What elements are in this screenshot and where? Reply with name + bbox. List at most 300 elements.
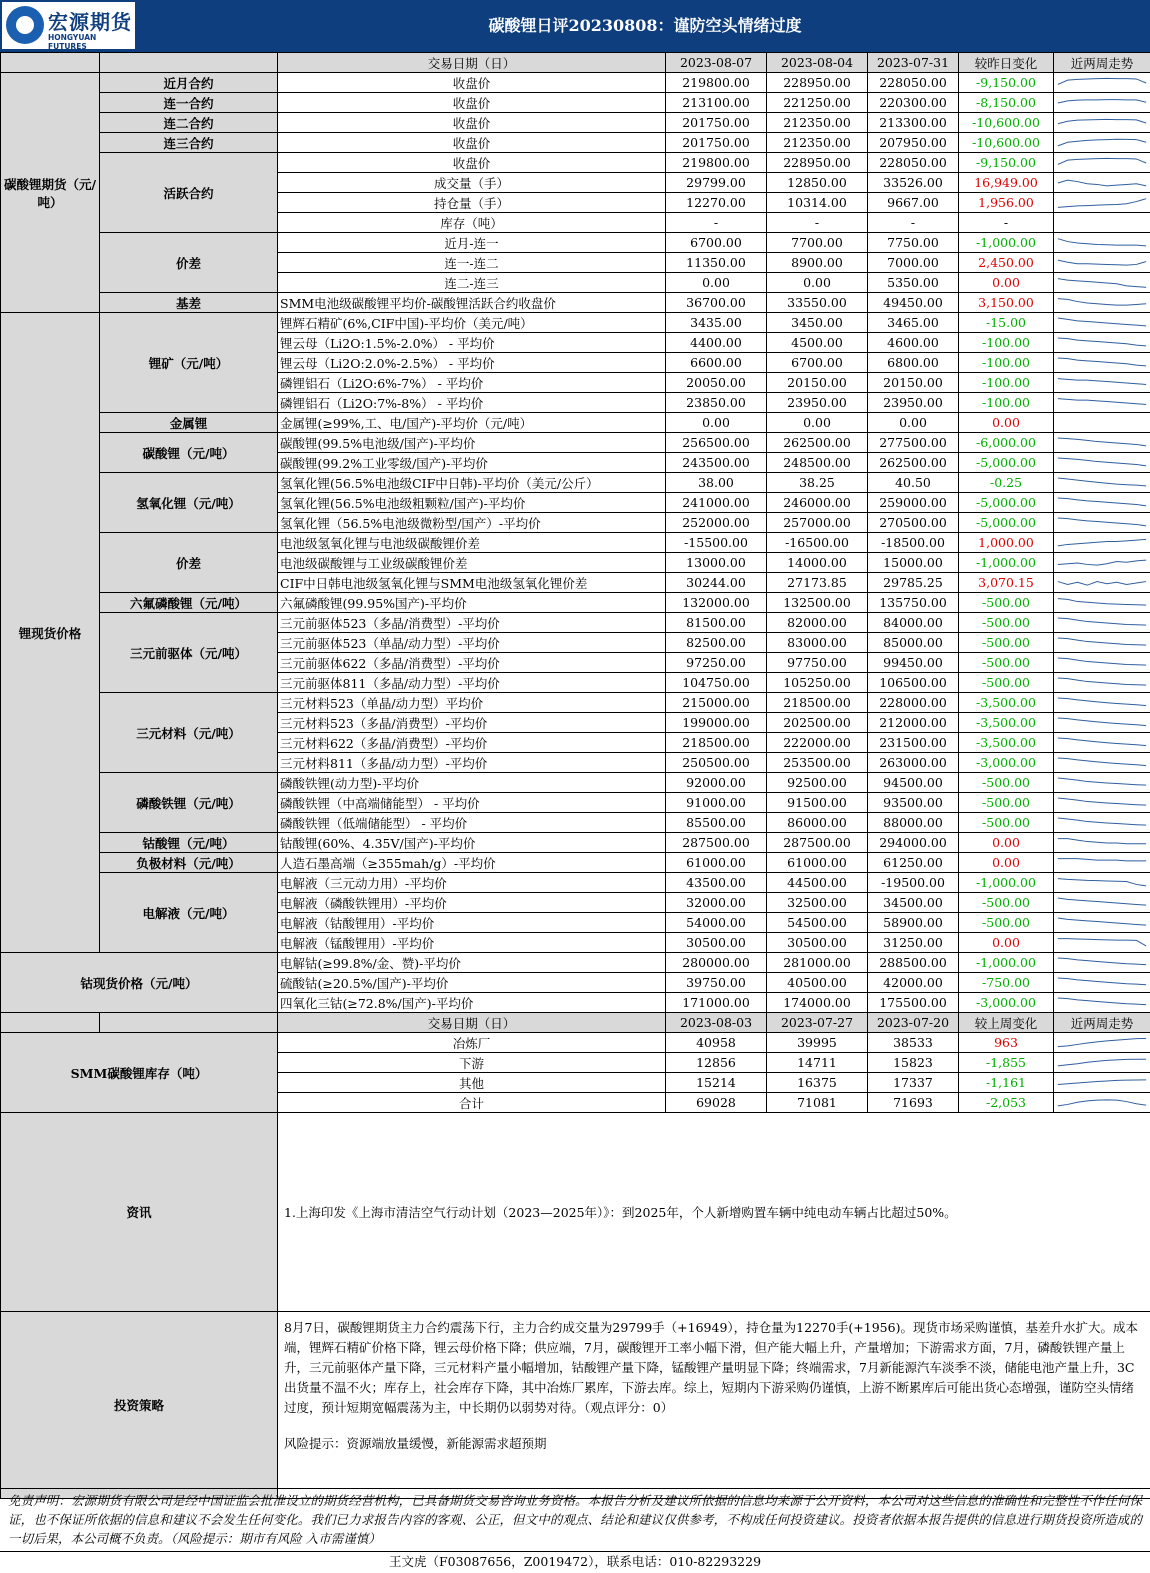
table-row — [1, 93, 1150, 113]
sparkline-chart — [1054, 494, 1150, 512]
inventory-row — [1, 1033, 1150, 1053]
sparkline-chart — [1054, 1054, 1150, 1072]
change-cell: -10,600.00 — [959, 113, 1054, 133]
change-cell: -500.00 — [959, 813, 1054, 833]
sparkline-line — [1058, 977, 1146, 984]
value-cell: 49450.00 — [868, 293, 959, 313]
sparkline-line — [1058, 99, 1146, 102]
sparkline-line — [1058, 1099, 1146, 1105]
change-cell: 2,450.00 — [959, 253, 1054, 273]
change-cell: -0.25 — [959, 473, 1054, 493]
sparkline-line — [1058, 637, 1146, 644]
sparkline-chart — [1054, 234, 1150, 252]
trend-sparkline — [1054, 233, 1150, 253]
subcategory-label: 连三合约 — [100, 133, 278, 153]
value-cell: 219800.00 — [666, 73, 767, 93]
value-cell: 23950.00 — [868, 393, 959, 413]
trend-sparkline — [1054, 833, 1150, 853]
value-cell: 213300.00 — [868, 113, 959, 133]
sparkline-line — [1058, 1038, 1146, 1046]
value-cell: -18500.00 — [868, 533, 959, 553]
change-cell: -750.00 — [959, 973, 1054, 993]
header-trend: 近两周走势 — [1054, 53, 1150, 73]
change-cell: -9,150.00 — [959, 153, 1054, 173]
value-cell: 10314.00 — [767, 193, 868, 213]
trend-sparkline — [1054, 693, 1150, 713]
value-cell: 215000.00 — [666, 693, 767, 713]
value-cell: 212000.00 — [868, 713, 959, 733]
sparkline-line — [1058, 858, 1146, 860]
value-cell: -15500.00 — [666, 533, 767, 553]
subcategory-label: 氢氧化锂（元/吨） — [100, 473, 278, 533]
value-cell: 287500.00 — [767, 833, 868, 853]
value-cell: - — [868, 213, 959, 233]
change-cell: - — [959, 213, 1054, 233]
change-cell: -100.00 — [959, 393, 1054, 413]
trend-sparkline — [1054, 213, 1150, 233]
value-cell: 104750.00 — [666, 673, 767, 693]
sparkline-line — [1058, 198, 1146, 207]
item-name: 六氟磷酸锂(99.95%国产)-平均价 — [278, 593, 666, 613]
change-cell: 1,956.00 — [959, 193, 1054, 213]
sparkline-chart — [1054, 94, 1150, 112]
value-cell: 91500.00 — [767, 793, 868, 813]
trend-sparkline — [1054, 293, 1150, 313]
sparkline-line — [1058, 238, 1146, 245]
value-cell: 40.50 — [868, 473, 959, 493]
item-name: 三元前驱体523（单晶/动力型）-平均价 — [278, 633, 666, 653]
value-cell: 15823 — [868, 1053, 959, 1073]
item-name: 库存（吨） — [278, 213, 666, 233]
value-cell: 86000.00 — [767, 813, 868, 833]
category-news: 资讯 — [1, 1113, 278, 1312]
sparkline-line — [1058, 897, 1146, 904]
value-cell: 30244.00 — [666, 573, 767, 593]
value-cell: 199000.00 — [666, 713, 767, 733]
subcategory-label: 六氟磷酸锂（元/吨） — [100, 593, 278, 613]
value-cell: 171000.00 — [666, 993, 767, 1013]
value-cell: 29799.00 — [666, 173, 767, 193]
table-row — [1, 133, 1150, 153]
sparkline-line — [1058, 139, 1146, 146]
change-cell: -500.00 — [959, 633, 1054, 653]
value-cell: 270500.00 — [868, 513, 959, 533]
change-cell: -6,000.00 — [959, 433, 1054, 453]
table-row — [1, 613, 1150, 633]
report-title: 碳酸锂日评20230808：谨防空头情绪过度 — [140, 0, 1150, 52]
sparkline-chart — [1054, 1074, 1150, 1092]
table-row — [1, 113, 1150, 133]
header-date: 2023-07-20 — [868, 1013, 959, 1033]
report-header — [0, 0, 1150, 52]
value-cell: 58900.00 — [868, 913, 959, 933]
sparkline-line — [1058, 838, 1146, 843]
subcategory-label: 价差 — [100, 233, 278, 293]
trend-sparkline — [1054, 613, 1150, 633]
news-row — [1, 1113, 1150, 1312]
sparkline-line — [1058, 657, 1146, 664]
header-date: 2023-07-31 — [868, 53, 959, 73]
value-cell: 97250.00 — [666, 653, 767, 673]
sparkline-chart — [1054, 934, 1150, 952]
value-cell: 175500.00 — [868, 993, 959, 1013]
item-name: 电池级氢氧化锂与电池级碳酸锂价差 — [278, 533, 666, 553]
value-cell: 248500.00 — [767, 453, 868, 473]
value-cell: 201750.00 — [666, 133, 767, 153]
header-blank — [100, 1013, 278, 1033]
category-futures: 碳酸锂期货（元/吨） — [1, 73, 100, 313]
item-name: 持仓量（手） — [278, 193, 666, 213]
trend-sparkline — [1054, 173, 1150, 193]
value-cell: 31250.00 — [868, 933, 959, 953]
subcategory-label: 活跃合约 — [100, 153, 278, 233]
sparkline-chart — [1054, 834, 1150, 852]
table-row — [1, 433, 1150, 453]
sparkline-line — [1058, 317, 1146, 325]
trend-sparkline — [1054, 913, 1150, 933]
sparkline-line — [1058, 517, 1146, 525]
subcategory-label: 磷酸铁锂（元/吨） — [100, 773, 278, 833]
value-cell: 228050.00 — [868, 73, 959, 93]
value-cell: 0.00 — [666, 273, 767, 293]
value-cell: 6700.00 — [666, 233, 767, 253]
category-cobalt: 钴现货价格（元/吨） — [1, 953, 278, 1013]
header-blank — [1, 1013, 100, 1033]
value-cell: 259000.00 — [868, 493, 959, 513]
change-cell: 963 — [959, 1033, 1054, 1053]
trend-sparkline — [1054, 653, 1150, 673]
trend-sparkline — [1054, 93, 1150, 113]
value-cell: 262500.00 — [868, 453, 959, 473]
sparkline-line — [1058, 757, 1146, 765]
value-cell: 27173.85 — [767, 573, 868, 593]
value-cell: 38533 — [868, 1033, 959, 1053]
value-cell: 43500.00 — [666, 873, 767, 893]
change-cell: -500.00 — [959, 773, 1054, 793]
sparkline-chart — [1054, 74, 1150, 92]
sparkline-line — [1058, 260, 1146, 265]
sparkline-line — [1058, 617, 1146, 624]
item-name: 电解液（钴酸锂用）-平均价 — [278, 913, 666, 933]
sparkline-chart — [1054, 134, 1150, 152]
trend-sparkline — [1054, 273, 1150, 293]
change-cell: -500.00 — [959, 793, 1054, 813]
item-name: 氢氧化锂(56.5%电池级CIF中日韩)-平均价（美元/公斤） — [278, 473, 666, 493]
sparkline-line — [1058, 180, 1146, 186]
value-cell: 33550.00 — [767, 293, 868, 313]
sparkline-chart — [1054, 314, 1150, 332]
sparkline-chart — [1054, 974, 1150, 992]
value-cell: 84000.00 — [868, 613, 959, 633]
value-cell: 228000.00 — [868, 693, 959, 713]
change-cell: -3,000.00 — [959, 993, 1054, 1013]
trend-sparkline — [1054, 773, 1150, 793]
sparkline-chart — [1054, 774, 1150, 792]
strategy-content — [278, 1312, 1150, 1499]
value-cell: 7000.00 — [868, 253, 959, 273]
value-cell: 38.00 — [666, 473, 767, 493]
change-cell: 0.00 — [959, 273, 1054, 293]
value-cell: 13000.00 — [666, 553, 767, 573]
table-row — [1, 293, 1150, 313]
item-name: 金属锂(≥99%,工、电/国产)-平均价（元/吨） — [278, 413, 666, 433]
table-row — [1, 73, 1150, 93]
trend-sparkline — [1054, 333, 1150, 353]
subcategory-label: 负极材料（元/吨） — [100, 853, 278, 873]
subcategory-label: 连二合约 — [100, 113, 278, 133]
value-cell: 61000.00 — [767, 853, 868, 873]
trend-sparkline — [1054, 433, 1150, 453]
table-row — [1, 693, 1150, 713]
sparkline-line — [1058, 581, 1146, 585]
trend-sparkline — [1054, 733, 1150, 753]
value-cell: 92000.00 — [666, 773, 767, 793]
trend-sparkline — [1054, 453, 1150, 473]
trend-sparkline — [1054, 73, 1150, 93]
sparkline-line — [1058, 677, 1146, 684]
item-name: 成交量（手） — [278, 173, 666, 193]
item-name: 三元材料523（单晶/动力型）平均价 — [278, 693, 666, 713]
item-name: 锂云母（Li2O:1.5%-2.0%） - 平均价 — [278, 333, 666, 353]
disclaimer: 免责声明：宏源期货有限公司是经中国证监会批准设立的期货经营机构，已具备期货交易咨询业务资格。本报告分析及建议所依据的信息均来源于公开资料，本公司对这些信息的准确性和完整性不作任何保证，也不保证所依据的信息和建议不会发生任何变化。我们已力求报告内容的客观、公正，但文中的观点、结论和建议仅供参考，不构成任何投资建议。投资者依据本报告提供的信息进行期货投资所造成的一切后果，本公司概不负责。（风险提示：期市有风险 入市需谨慎） — [0, 1488, 1150, 1551]
value-cell: 12856 — [666, 1053, 767, 1073]
item-name: 收盘价 — [278, 133, 666, 153]
trend-sparkline — [1054, 493, 1150, 513]
trend-sparkline — [1054, 673, 1150, 693]
sparkline-chart — [1054, 434, 1150, 452]
table-row — [1, 833, 1150, 853]
header-trend: 近两周走势 — [1054, 1013, 1150, 1033]
value-cell: 262500.00 — [767, 433, 868, 453]
header-date: 2023-08-03 — [666, 1013, 767, 1033]
subcategory-label: 电解液（元/吨） — [100, 873, 278, 953]
sparkline-line — [1058, 357, 1146, 365]
trend-sparkline — [1054, 933, 1150, 953]
change-cell: -1,000.00 — [959, 953, 1054, 973]
sparkline-line — [1058, 78, 1146, 84]
sparkline-line — [1058, 777, 1146, 784]
item-name: 锂云母（Li2O:2.0%-2.5%） - 平均价 — [278, 353, 666, 373]
value-cell: 174000.00 — [767, 993, 868, 1013]
change-cell: -100.00 — [959, 353, 1054, 373]
value-cell: 32000.00 — [666, 893, 767, 913]
item-name: 收盘价 — [278, 113, 666, 133]
sparkline-line — [1058, 378, 1146, 384]
trend-sparkline — [1054, 993, 1150, 1013]
value-cell: 253500.00 — [767, 753, 868, 773]
trend-sparkline — [1054, 153, 1150, 173]
trend-sparkline — [1054, 873, 1150, 893]
change-cell: 0.00 — [959, 833, 1054, 853]
value-cell: 0.00 — [666, 413, 767, 433]
value-cell: 218500.00 — [767, 693, 868, 713]
change-cell: -3,500.00 — [959, 733, 1054, 753]
sparkline-line — [1058, 1059, 1146, 1066]
change-cell: -3,500.00 — [959, 693, 1054, 713]
value-cell: 33526.00 — [868, 173, 959, 193]
sparkline-chart — [1054, 254, 1150, 272]
sparkline-chart — [1054, 114, 1150, 132]
logo-cn-text: 宏源期货 — [48, 6, 132, 35]
item-name: 锂辉石精矿(6%,CIF中国)-平均价（美元/吨） — [278, 313, 666, 333]
item-name: 三元前驱体622（多晶/消费型）-平均价 — [278, 653, 666, 673]
value-cell: 6600.00 — [666, 353, 767, 373]
item-name: 磷酸铁锂（中高端储能型） - 平均价 — [278, 793, 666, 813]
value-cell: 61000.00 — [666, 853, 767, 873]
trend-sparkline — [1054, 473, 1150, 493]
value-cell: 207950.00 — [868, 133, 959, 153]
value-cell: -19500.00 — [868, 873, 959, 893]
value-cell: 257000.00 — [767, 513, 868, 533]
item-name: 硫酸钴(≥20.5%/国产)-平均价 — [278, 973, 666, 993]
trend-sparkline — [1054, 513, 1150, 533]
value-cell: 228950.00 — [767, 153, 868, 173]
sparkline-line — [1058, 477, 1146, 485]
sparkline-chart — [1054, 274, 1150, 292]
trend-sparkline — [1054, 973, 1150, 993]
item-name: 三元前驱体811（多晶/动力型）-平均价 — [278, 673, 666, 693]
item-name: 人造石墨高端（≥355mah/g）-平均价 — [278, 853, 666, 873]
item-name: 碳酸锂(99.2%工业零级/国产)-平均价 — [278, 453, 666, 473]
table-header-row — [1, 53, 1150, 73]
trend-sparkline — [1054, 593, 1150, 613]
header-date: 2023-08-04 — [767, 53, 868, 73]
value-cell: 213100.00 — [666, 93, 767, 113]
sparkline-chart — [1054, 874, 1150, 892]
item-name: 磷锂铝石（Li2O:6%-7%） - 平均价 — [278, 373, 666, 393]
item-name: 电解液（三元动力用）-平均价 — [278, 873, 666, 893]
item-name: 电解液（锰酸锂用）-平均价 — [278, 933, 666, 953]
sparkline-chart — [1054, 854, 1150, 872]
sparkline-line — [1058, 697, 1146, 705]
header-date-label: 交易日期（日） — [278, 53, 666, 73]
sparkline-chart — [1054, 1034, 1150, 1052]
value-cell: 29785.25 — [868, 573, 959, 593]
item-name: 近月-连一 — [278, 233, 666, 253]
value-cell: 61250.00 — [868, 853, 959, 873]
value-cell: 54000.00 — [666, 913, 767, 933]
trend-sparkline — [1054, 1073, 1150, 1093]
value-cell: 202500.00 — [767, 713, 868, 733]
sparkline-line — [1058, 797, 1146, 804]
value-cell: 3435.00 — [666, 313, 767, 333]
value-cell: 15214 — [666, 1073, 767, 1093]
item-name: 磷酸铁锂（低端储能型） - 平均价 — [278, 813, 666, 833]
change-cell: -8,150.00 — [959, 93, 1054, 113]
value-cell: 8900.00 — [767, 253, 868, 273]
value-cell: 82500.00 — [666, 633, 767, 653]
trend-sparkline — [1054, 1033, 1150, 1053]
change-cell: -3,500.00 — [959, 713, 1054, 733]
sparkline-line — [1058, 717, 1146, 725]
value-cell: 228950.00 — [767, 73, 868, 93]
item-name: 收盘价 — [278, 73, 666, 93]
data-table — [0, 52, 1150, 1499]
item-name: 电解钴(≥99.8%/金、赞)-平均价 — [278, 953, 666, 973]
sparkline-line — [1058, 1079, 1146, 1084]
sparkline-chart — [1054, 794, 1150, 812]
item-name: 其他 — [278, 1073, 666, 1093]
value-cell: 106500.00 — [868, 673, 959, 693]
value-cell: 281000.00 — [767, 953, 868, 973]
sparkline-chart — [1054, 634, 1150, 652]
trend-sparkline — [1054, 253, 1150, 273]
value-cell: 0.00 — [868, 413, 959, 433]
item-name: 下游 — [278, 1053, 666, 1073]
analyst-contact: 王文虎（F03087656，Z0019472），联系电话：010-82293229 — [0, 1551, 1150, 1573]
sparkline-chart — [1054, 754, 1150, 772]
table-row — [1, 873, 1150, 893]
value-cell: 15000.00 — [868, 553, 959, 573]
value-cell: 241000.00 — [666, 493, 767, 513]
change-cell: -500.00 — [959, 893, 1054, 913]
news-content: 1.上海印发《上海市清洁空气行动计划（2023—2025年）》：到2025年，个人新增购置车辆中纯电动车辆占比超过50%。 — [278, 1113, 1150, 1312]
subcategory-label: 近月合约 — [100, 73, 278, 93]
sparkline-chart — [1054, 814, 1150, 832]
header-date: 2023-07-27 — [767, 1013, 868, 1033]
value-cell: 81500.00 — [666, 613, 767, 633]
value-cell: 54500.00 — [767, 913, 868, 933]
sparkline-line — [1058, 598, 1146, 604]
sparkline-line — [1058, 398, 1146, 404]
value-cell: 6700.00 — [767, 353, 868, 373]
sparkline-chart — [1054, 514, 1150, 532]
value-cell: 20150.00 — [868, 373, 959, 393]
logo-en-text: HONGYUAN FUTURES — [48, 33, 135, 51]
value-cell: 82000.00 — [767, 613, 868, 633]
sparkline-line — [1058, 298, 1146, 304]
value-cell: 17337 — [868, 1073, 959, 1093]
value-cell: 0.00 — [767, 413, 868, 433]
value-cell: 20050.00 — [666, 373, 767, 393]
item-name: 电池级碳酸锂与工业级碳酸锂价差 — [278, 553, 666, 573]
item-name: 氢氧化锂（56.5%电池级微粉型/国产）-平均价 — [278, 513, 666, 533]
sparkline-line — [1058, 938, 1146, 945]
value-cell: 7750.00 — [868, 233, 959, 253]
item-name: 碳酸锂(99.5%电池级/国产)-平均价 — [278, 433, 666, 453]
value-cell: 280000.00 — [666, 953, 767, 973]
table-row — [1, 153, 1150, 173]
change-cell: -2,053 — [959, 1093, 1054, 1113]
change-cell: -500.00 — [959, 913, 1054, 933]
value-cell: 212350.00 — [767, 113, 868, 133]
trend-sparkline — [1054, 633, 1150, 653]
item-name: 收盘价 — [278, 93, 666, 113]
value-cell: 5350.00 — [868, 273, 959, 293]
value-cell: 14711 — [767, 1053, 868, 1073]
sparkline-line — [1058, 560, 1146, 565]
sparkline-line — [1058, 957, 1146, 964]
subcategory-label: 连一合约 — [100, 93, 278, 113]
sparkline-line — [1058, 337, 1146, 345]
category-strategy: 投资策略 — [1, 1312, 278, 1499]
change-cell: -15.00 — [959, 313, 1054, 333]
value-cell: 32500.00 — [767, 893, 868, 913]
value-cell: 243500.00 — [666, 453, 767, 473]
header-date: 2023-08-07 — [666, 53, 767, 73]
value-cell: 256500.00 — [666, 433, 767, 453]
trend-sparkline — [1054, 553, 1150, 573]
trend-sparkline — [1054, 853, 1150, 873]
strategy-text: 8月7日，碳酸锂期货主力合约震荡下行，主力合约成交量为29799手（+16949），持仓量为12270手(+1956)。现货市场采购谨慎，基差升水扩大。成本端，锂辉石精矿价格下降，锂云母价格下降；供应端，7月，碳酸锂开工率小幅下滑，但产能大幅上升，产量增加；下游需求方面，7月，磷酸铁锂产量上升，三元前驱体产量下降，三元材料产量小幅增加，钴酸锂产量下降，锰酸锂产量明显下降；终端需求，7月新能源汽车淡季不淡，储能电池产量上升，3C出货量不温不火；库存上，社会库存下降，其中冶炼厂累库，下游去库。综上，短期内下游采购仍谨慎，上游不断累库后可能出货心态增强，谨防空头情绪过度，预计短期宽幅震荡为主，中长期仍以弱势对待。（观点评分：0） — [284, 1318, 1144, 1418]
item-name: 三元前驱体523（多晶/消费型）-平均价 — [278, 613, 666, 633]
sparkline-chart — [1054, 374, 1150, 392]
sparkline-line — [1058, 457, 1146, 465]
item-name: 三元材料523（多晶/消费型）-平均价 — [278, 713, 666, 733]
sparkline-chart — [1054, 554, 1150, 572]
sparkline-chart — [1054, 154, 1150, 172]
header-date-label: 交易日期（日） — [278, 1013, 666, 1033]
